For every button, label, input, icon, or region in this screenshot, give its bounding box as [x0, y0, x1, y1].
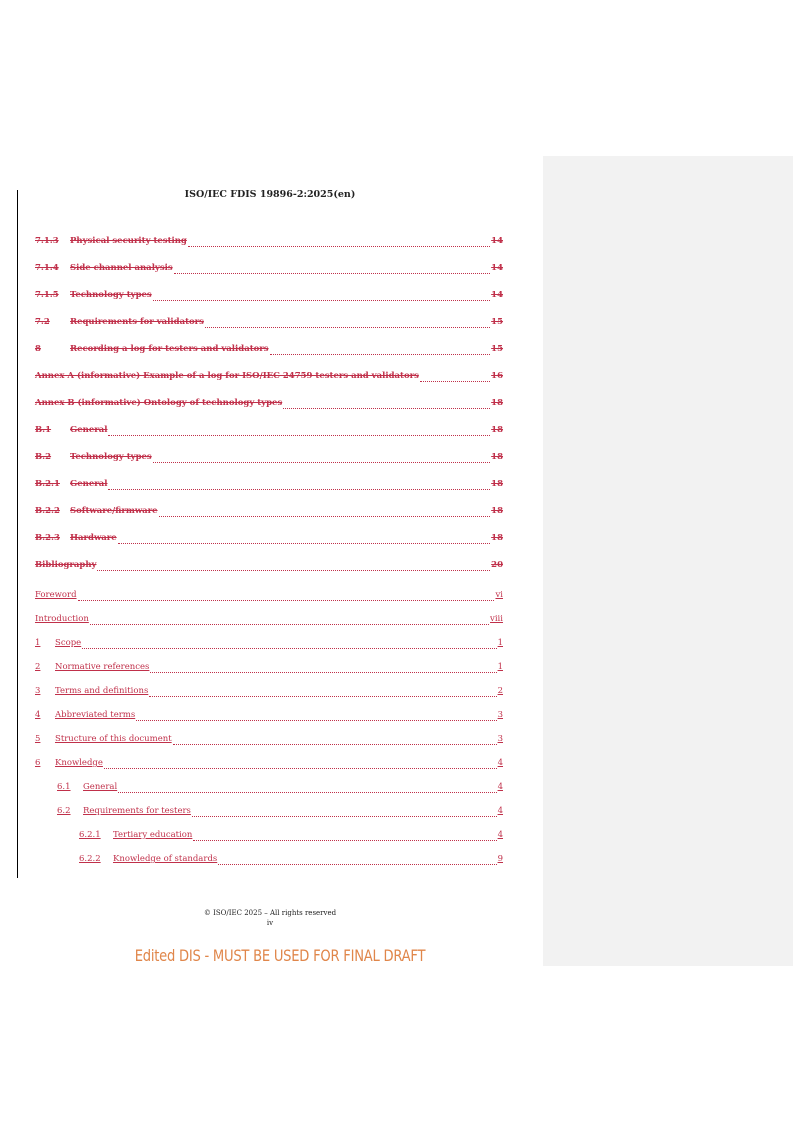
toc-entry-number: B.2.1 — [35, 479, 60, 489]
toc-entry-title: Terms and definitions — [55, 686, 149, 696]
toc-entry-title: Side channel analysis — [70, 263, 173, 273]
toc-entry-number: B.2.3 — [35, 533, 60, 543]
toc-entry-deleted[interactable] — [35, 479, 503, 493]
toc-entry-number: 6 — [35, 758, 41, 768]
toc-entry-inserted[interactable] — [35, 758, 503, 772]
toc-entry-page: 9 — [497, 854, 503, 864]
toc-entry-number: 1 — [35, 638, 41, 648]
toc-entry-number: B.2.2 — [35, 506, 60, 516]
toc-dot-leader — [108, 435, 490, 436]
toc-dot-leader — [153, 300, 490, 301]
toc-entry-page: 3 — [497, 734, 503, 744]
toc-entry-inserted[interactable] — [35, 638, 503, 652]
toc-entry-page: 18 — [491, 506, 503, 516]
toc-entry-number: 7.1.3 — [35, 236, 59, 246]
toc-entry-number: 4 — [35, 710, 41, 720]
toc-entry-deleted[interactable] — [35, 290, 503, 304]
comment-pane — [543, 156, 793, 966]
toc-entry-deleted[interactable] — [35, 425, 503, 439]
page-number: iv — [266, 919, 274, 927]
toc-entry-title: Annex A (informative) Example of a log for ISO/IEC 24759 testers and validators — [35, 371, 419, 381]
toc-entry-page: 18 — [491, 479, 503, 489]
toc-entry-deleted[interactable] — [35, 398, 503, 412]
toc-dot-leader — [150, 672, 496, 673]
toc-entry-page: 14 — [491, 236, 503, 246]
toc-dot-leader — [283, 408, 490, 409]
toc-entry-number: 3 — [35, 686, 41, 696]
toc-entry-title: Requirements for testers — [83, 806, 191, 816]
toc-dot-leader — [118, 792, 496, 793]
toc-entry-page: 20 — [491, 560, 503, 570]
toc-entry-deleted[interactable] — [35, 236, 503, 250]
toc-dot-leader — [174, 273, 490, 274]
toc-entry-inserted[interactable] — [35, 734, 503, 748]
toc-entry-title: Software/firmware — [70, 506, 158, 516]
toc-entry-deleted[interactable] — [35, 506, 503, 520]
toc-entry-number: B.2 — [35, 452, 52, 462]
toc-entry-title: General — [83, 782, 118, 792]
toc-entry-title: Bibliography — [35, 560, 97, 570]
toc-entry-page: 4 — [497, 806, 503, 816]
toc-dot-leader — [153, 462, 490, 463]
toc-dot-leader — [205, 327, 490, 328]
toc-entry-page: 18 — [491, 533, 503, 543]
toc-entry-page: vi — [495, 590, 503, 600]
toc-entry-inserted[interactable] — [35, 710, 503, 724]
toc-entry-inserted[interactable] — [35, 662, 503, 676]
toc-entry-page: 15 — [491, 317, 503, 327]
toc-entry-title: Hardware — [70, 533, 117, 543]
toc-entry-number: B.1 — [35, 425, 52, 435]
toc-entry-page: 18 — [491, 398, 503, 408]
toc-entry-number: 6.2.1 — [79, 830, 101, 840]
toc-entry-page: 18 — [491, 425, 503, 435]
toc-entry-title: Abbreviated terms — [55, 710, 136, 720]
toc-entry-deleted[interactable] — [35, 533, 503, 547]
toc-entry-page: 4 — [497, 830, 503, 840]
toc-dot-leader — [159, 516, 491, 517]
toc-entry-number: 7.1.5 — [35, 290, 59, 300]
toc-entry-title: General — [70, 425, 108, 435]
toc-entry-number: 2 — [35, 662, 41, 672]
toc-dot-leader — [270, 354, 491, 355]
toc-entry-deleted[interactable] — [35, 344, 503, 358]
toc-entry-number: 6.2 — [57, 806, 71, 816]
toc-entry-title: Knowledge of standards — [113, 854, 218, 864]
toc-entry-page: 3 — [497, 710, 503, 720]
toc-entry-page: 14 — [491, 263, 503, 273]
toc-entry-title: Recording a log for testers and validators — [70, 344, 269, 354]
toc-entry-page: viii — [490, 614, 503, 624]
toc-entry-number: 8 — [35, 344, 41, 354]
toc-entry-title: Foreword — [35, 590, 77, 600]
toc-entry-title: Normative references — [55, 662, 150, 672]
toc-dot-leader — [108, 489, 490, 490]
toc-entry-page: 15 — [491, 344, 503, 354]
toc-entry-page: 2 — [497, 686, 503, 696]
toc-entry-inserted[interactable] — [35, 686, 503, 700]
toc-dot-leader — [218, 864, 496, 865]
toc-entry-deleted[interactable] — [35, 452, 503, 466]
toc-dot-leader — [149, 696, 496, 697]
toc-entry-title: Technology types — [70, 290, 152, 300]
toc-entry-page: 14 — [491, 290, 503, 300]
toc-dot-leader — [420, 381, 490, 382]
toc-entry-number: 7.2 — [35, 317, 50, 327]
toc-entry-page: 16 — [491, 371, 503, 381]
toc-dot-leader — [78, 600, 495, 601]
toc-entry-number: 6.2.2 — [79, 854, 101, 864]
toc-entry-deleted[interactable] — [35, 263, 503, 277]
toc-dot-leader — [82, 648, 496, 649]
toc-entry-title: Tertiary education — [113, 830, 193, 840]
toc-entry-number: 6.1 — [57, 782, 71, 792]
toc-entry-title: Requirements for validators — [70, 317, 204, 327]
toc-dot-leader — [90, 624, 489, 625]
toc-entry-deleted[interactable] — [35, 560, 503, 574]
toc-dot-leader — [104, 768, 497, 769]
toc-entry-number: 5 — [35, 734, 41, 744]
toc-entry-title: Physical security testing — [70, 236, 187, 246]
document-header: ISO/IEC FDIS 19896-2:2025(en) — [184, 189, 356, 200]
toc-dot-leader — [97, 570, 490, 571]
toc-entry-page: 1 — [497, 662, 503, 672]
toc-entry-inserted[interactable] — [57, 782, 503, 796]
toc-entry-title: Structure of this document — [55, 734, 172, 744]
copyright-text: © ISO/IEC 2025 – All rights reserved — [203, 909, 337, 917]
toc-entry-inserted[interactable] — [57, 806, 503, 820]
toc-entry-title: Technology types — [70, 452, 152, 462]
toc-entry-page: 18 — [491, 452, 503, 462]
toc-entry-page: 4 — [497, 782, 503, 792]
toc-entry-deleted[interactable] — [35, 371, 503, 385]
draft-banner: Edited DIS - MUST BE USED FOR FINAL DRAFT — [134, 946, 426, 965]
toc-entry-title: Scope — [55, 638, 82, 648]
toc-entry-title: General — [70, 479, 108, 489]
toc-entry-title: Knowledge — [55, 758, 103, 768]
toc-entry-number: 7.1.4 — [35, 263, 59, 273]
toc-entry-title: Introduction — [35, 614, 89, 624]
page-footer — [0, 908, 540, 928]
toc-dot-leader — [173, 744, 497, 745]
toc-entry-inserted[interactable] — [79, 830, 503, 844]
toc-entry-inserted[interactable] — [79, 854, 503, 868]
toc-entry-page: 1 — [497, 638, 503, 648]
toc-entry-title: Annex B (informative) Ontology of technology types — [35, 398, 283, 408]
toc-dot-leader — [193, 840, 496, 841]
toc-dot-leader — [118, 543, 490, 544]
toc-dot-leader — [188, 246, 490, 247]
toc-entry-deleted[interactable] — [35, 317, 503, 331]
toc-entry-page: 4 — [497, 758, 503, 768]
toc-dot-leader — [136, 720, 496, 721]
toc-entry-inserted[interactable] — [35, 590, 503, 604]
toc-entry-inserted[interactable] — [35, 614, 503, 628]
toc-dot-leader — [192, 816, 497, 817]
change-bar — [17, 190, 18, 878]
